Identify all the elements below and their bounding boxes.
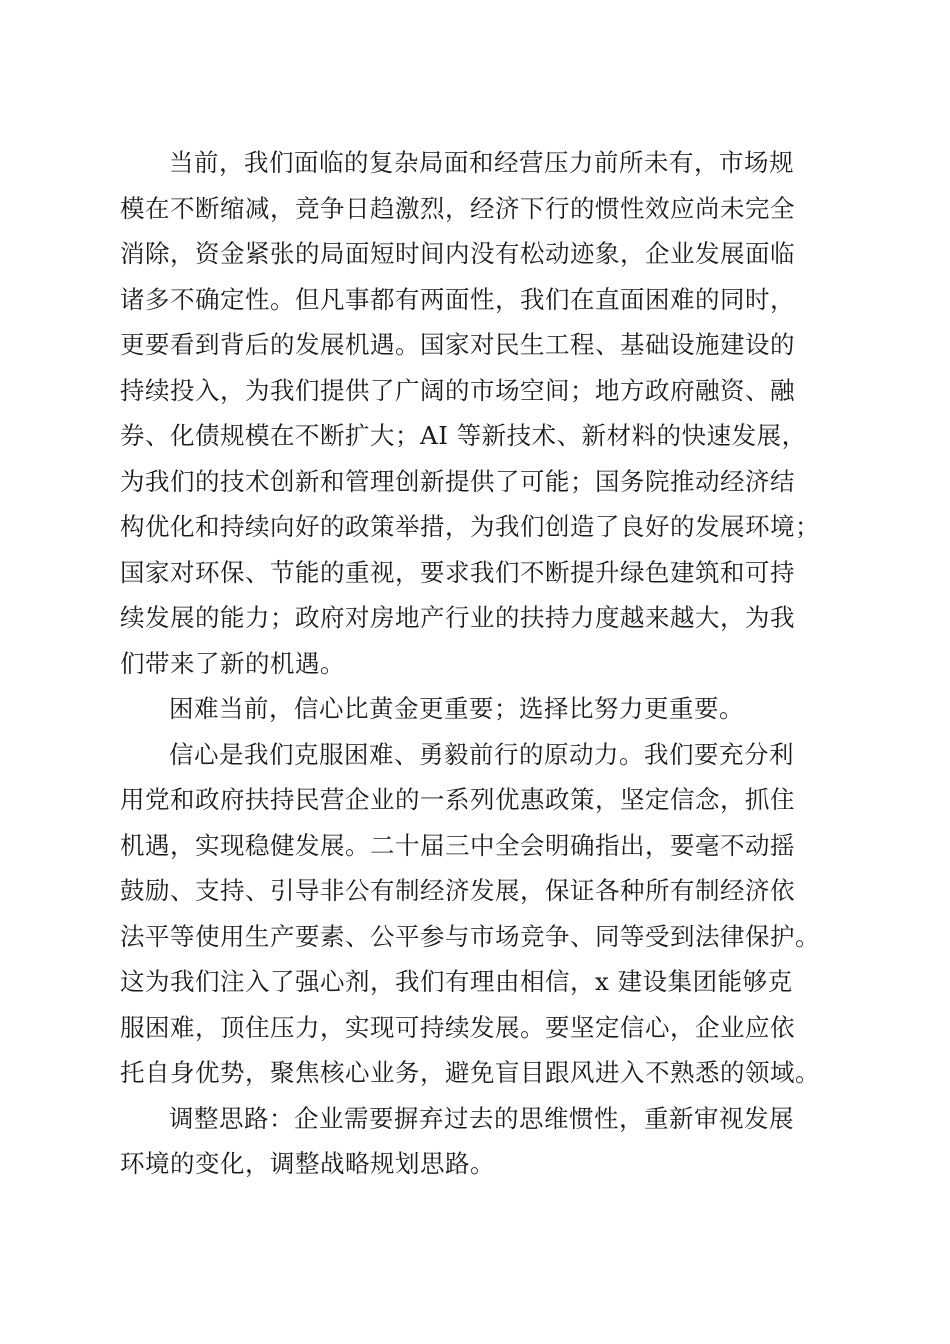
text-line: 用党和政府扶持民营企业的一系列优惠政策，坚定信念，抓住 xyxy=(120,785,795,814)
paragraph-opportunities xyxy=(120,140,832,686)
text-line: 模在不断缩减，竞争日趋激烈，经济下行的惯性效应尚未完全 xyxy=(120,193,795,223)
text-line: 托自身优势，聚焦核心业务，避免盲目跟风进入不熟悉的领域。 xyxy=(120,1058,820,1087)
text-line: 这为我们注入了强心剂，我们有理由相信，x 建设集团能够克 xyxy=(120,967,793,996)
text-line: 们带来了新的机遇。 xyxy=(120,648,345,678)
text-line: 为我们的技术创新和管理创新提供了可能；国务院推动经济结 xyxy=(120,466,795,496)
text-line: 持续投入，为我们提供了广阔的市场空间；地方政府融资、融 xyxy=(120,375,795,405)
text-line: 环境的变化，调整战略规划思路。 xyxy=(120,1149,495,1178)
text-line: 机遇，实现稳健发展。二十届三中全会明确指出，要毫不动摇 xyxy=(120,830,795,860)
text-line: 鼓励、支持、引导非公有制经济发展，保证各种所有制经济依 xyxy=(120,876,795,905)
document-body xyxy=(120,140,832,1187)
text-line: 调整思路：企业需要摒弃过去的思维惯性，重新审视发展 xyxy=(169,1103,794,1133)
paragraph-confidence xyxy=(120,732,832,1096)
text-line: 诸多不确定性。但凡事都有两面性，我们在直面困难的同时， xyxy=(120,284,795,314)
text-line: 构优化和持续向好的政策举措，为我们创造了良好的发展环境； xyxy=(120,512,820,541)
text-line: 法平等使用生产要素、公平参与市场竞争、同等受到法律保护。 xyxy=(120,921,820,951)
text-line: 当前，我们面临的复杂局面和经营压力前所未有，市场规 xyxy=(169,148,794,177)
text-line: 更要看到背后的发展机遇。国家对民生工程、基础设施建设的 xyxy=(120,330,795,359)
text-line: 信心是我们克服困难、勇毅前行的原动力。我们要充分利 xyxy=(169,739,794,769)
text-line: 消除，资金紧张的局面短时间内没有松动迹象，企业发展面临 xyxy=(120,239,795,268)
paragraph-confidence-summary xyxy=(120,686,832,732)
text-line: 服困难，顶住压力，实现可持续发展。要坚定信心，企业应依 xyxy=(120,1012,795,1042)
text-line: 券、化债规模在不断扩大；AI 等新技术、新材料的快速发展， xyxy=(120,421,807,450)
text-line: 国家对环保、节能的重视，要求我们不断提升绿色建筑和可持 xyxy=(120,557,795,587)
paragraph-adjust-thinking xyxy=(120,1096,832,1187)
text-line: 困难当前，信心比黄金更重要；选择比努力更重要。 xyxy=(169,694,744,723)
text-line: 续发展的能力；政府对房地产行业的扶持力度越来越大，为我 xyxy=(120,603,795,632)
